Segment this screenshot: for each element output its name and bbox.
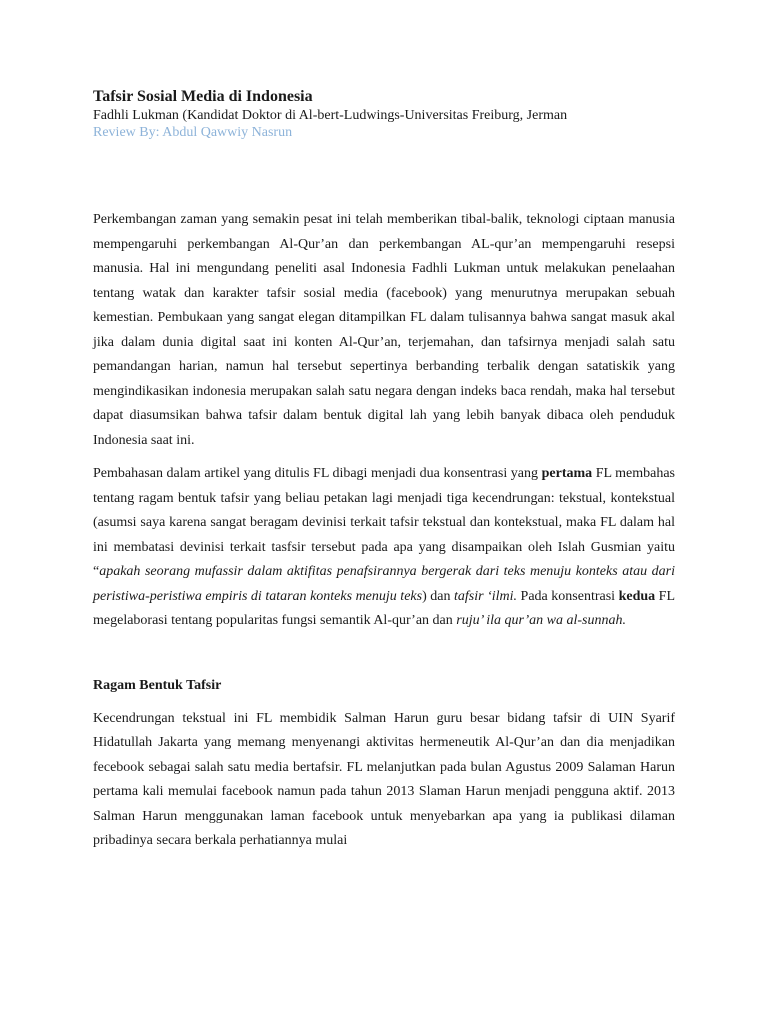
italic-term-tafsir-ilmi: tafsir ‘ilmi. xyxy=(454,588,518,604)
bold-term-kedua: kedua xyxy=(618,588,656,604)
italic-term-ruju: ruju’ ila qur’an wa al-sunnah. xyxy=(456,613,626,628)
paragraph-textual: Kecendrungan tekstual ini FL membidik Salman Harun guru besar bidang tafsir di UIN Syarif Hidatullah Jakarta yang memang menyenangi aktivitas hermeneutik Al-Qur’an dan dia menjadikan fecebook sebagai salah satu media bertafsir. FL melanjutkan pada bulan Agustus 2009 Salaman Harun pertama kali memulai facebook namun pada tahun 2013 Slaman Harun menjadi pengguna aktif. 2013 Salman Harun menggunakan laman facebook untuk menyebarkan apa yang ia publikasi dilaman pribadinya secara berkala perhatiannya mulai xyxy=(93,710,675,848)
text-run: Pada konsentrasi xyxy=(517,588,619,604)
section-heading: Ragam Bentuk Tafsir xyxy=(93,677,222,693)
document-page xyxy=(93,87,675,863)
paragraph-intro: Perkembangan zaman yang semakin pesat ini telah memberikan tibal-balik, teknologi ciptaan manusia mempengaruhi perkembangan Al-Qur’an dan perkembangan AL-qur’an mempengaruhi resepsi manusia. Hal ini mengundang peneliti asal Indonesia Fadhli Lukman untuk melakukan penelaahan tentang watak dan karakter tafsir sosial media (facebook) yang menurutnya merupakan sebuah kemestian. Pembukaan yang sangat elegan ditampilkan FL dalam tulisannya bahwa sangat masuk akal jika dalam dunia digital saat ini konten Al-Qur’an, terjemahan, dan tafsirnya menjadi salah satu pemandangan harian, namun hal tersebut sepertinya berbanding terbalik dengan satatiskik yang mengindikasikan indonesia merupakan salah satu negara dengan indeks baca rendah, maka hal tersebut dapat diasumsikan bahwa tafsir dalam bentuk digital lah yang lebih banyak dibaca oleh penduduk Indonesia saat ini. xyxy=(93,212,675,448)
text-run: FL membahas tentang ragam bentuk tafsir yang beliau petakan lagi menjadi tiga kecendrungan: tekstual, kontekstual (asumsi saya karena sangat beragam devinisi terkait tafsir tekstual dan kontekstual, maka FL dalam hal ini membatasi devinisi terkait tasfsir tersebut pada apa yang disampaikan oleh Islah Gusmian yaitu “ xyxy=(93,466,675,579)
text-run: ) dan xyxy=(422,588,454,604)
italic-quote: apakah seorang mufassir dalam aktifitas penafsirannya bergerak dari teks menuju konteks atau dari peristiwa-peristiwa empiris di tataran konteks menuju teks xyxy=(93,564,675,604)
text-run: FL megelaborasi tentang popularitas fungsi semantik Al-qur’an dan xyxy=(93,588,675,628)
document-body xyxy=(93,208,675,854)
author-line: Fadhli Lukman (Kandidat Doktor di Al-bert-Ludwings-Universitas Freiburg, Jerman xyxy=(93,108,568,123)
text-run: Pembahasan dalam artikel yang ditulis FL dibagi menjadi dua konsentrasi yang xyxy=(93,466,542,481)
reviewer-line: Review By: Abdul Qawwiy Nasrun xyxy=(93,125,293,140)
document-title: Tafsir Sosial Media di Indonesia xyxy=(93,88,313,105)
paragraph-concentrations xyxy=(93,462,675,634)
bold-term-pertama: pertama xyxy=(541,466,593,481)
